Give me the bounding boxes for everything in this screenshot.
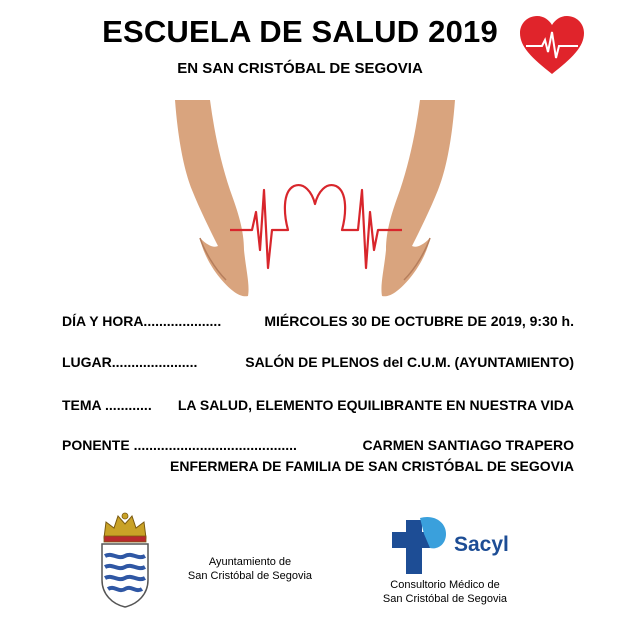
detail-dia	[62, 313, 574, 329]
sacyl-name: Sacyl	[454, 533, 509, 556]
sacyl-cross-icon	[390, 514, 456, 574]
lugar-value: SALÓN DE PLENOS del C.U.M. (AYUNTAMIENTO)	[245, 354, 574, 370]
ayto-line2: San Cristóbal de Segovia	[187, 570, 313, 582]
page-subtitle: EN SAN CRISTÓBAL DE SEGOVIA	[177, 60, 423, 77]
detail-tema	[62, 397, 574, 413]
lugar-label: LUGAR......................	[62, 354, 198, 370]
ponente-value: CARMEN SANTIAGO TRAPERO	[362, 437, 574, 453]
dia-label: DÍA Y HORA....................	[62, 313, 222, 329]
ayuntamiento-caption	[160, 555, 340, 583]
consult-line1: Consultorio Médico de	[390, 579, 500, 591]
ponente-role: ENFERMERA DE FAMILIA DE SAN CRISTÓBAL DE SEGOVIA	[170, 458, 574, 474]
heart-ecg-icon	[518, 14, 586, 78]
tema-label: TEMA ............	[62, 397, 152, 413]
ayto-line1: Ayuntamiento de	[208, 556, 292, 568]
page-title: ESCUELA DE SALUD 2019	[102, 14, 498, 49]
consultorio-caption	[360, 578, 530, 606]
consult-line2: San Cristóbal de Segovia	[382, 593, 508, 605]
municipal-crest-icon	[96, 510, 154, 608]
dia-value: MIÉRCOLES 30 DE OCTUBRE DE 2019, 9:30 h.	[264, 313, 574, 329]
detail-ponente	[62, 437, 574, 453]
detail-lugar	[62, 354, 574, 370]
hands-heart-illustration	[170, 100, 460, 300]
tema-value: LA SALUD, ELEMENTO EQUILIBRANTE EN NUESTRA VIDA	[177, 397, 574, 413]
ponente-label: PONENTE ..........................................	[62, 437, 297, 453]
